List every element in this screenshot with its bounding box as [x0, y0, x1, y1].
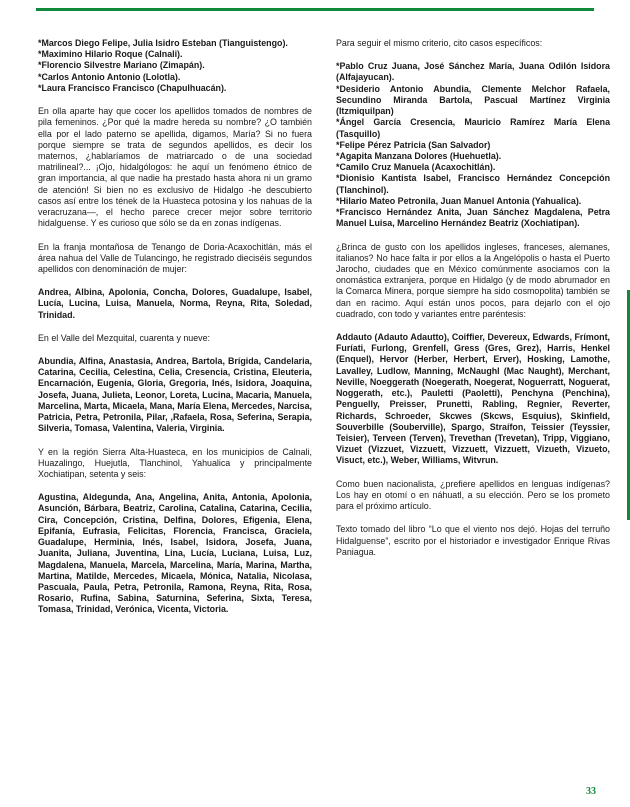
names-paragraph: Addauto (Adauto Adautto), Coiffier, Devereux, Edwards, Frímont, Furíati, Furlong, Grenfell, Gress (Gres, Grez), Harris, Henkel (Enquel), Hervor (Herber, Herbert, Erver), Hosking, Lamothe, Lavalley, Ludlow, Manning, McNaughl (Mac Naught), Merchant, Neville, Noeggerath (Noegerath, Noegerat, Noguerratt, Noguerat, Noggerath, etc.), Pauletti (Paoletti), Penchyna (Penchina), Penguelly, Preisser, Prunetti, Rabling, Regnier, Reverter, Richards, Schroeder, Skcwes (Skcws, Esquius), Skinfield, Souverbille (Souberville), Spargo, Straífon, Teissier (Teyssier, Teisier), Terveen (Terven), Trevethan (Trevetan), Tripp, Viggiano, Vizuet (Vizzuet, Vizzuett, Vizzuett, Vizzuett, Vizueth, Vizueto, Visuct, etc.), Weber, Williams, Witvrun. [336, 332, 610, 466]
cases-list [336, 61, 610, 229]
list-item: *Dionisio Kantista Isabel, Francisco Hernández Concepción (Tlanchinol). [336, 173, 610, 195]
paragraph: Como buen nacionalista, ¿prefiere apellidos en lenguas indígenas? Los hay en otomí o en náhuatl, a su elección. Pero se los prometo para el próximo artículo. [336, 478, 610, 512]
paragraph: Y en la región Sierra Alta-Huasteca, en los municipios de Calnali, Huazalingo, Huejutla, Tlanchinol, Yahualica y principalmente Xochiatipan, setenta y seis: [38, 446, 312, 479]
list-item: *Marcos Diego Felipe, Julia Isidro Esteban (Tianguistengo). [38, 38, 288, 48]
list-item: *Camilo Cruz Manuela (Acaxochitlán). [336, 162, 496, 173]
names-paragraph: Agustina, Aldegunda, Ana, Angelina, Anita, Antonia, Apolonia, Asunción, Bárbara, Beatriz, Carolina, Catalina, Catarina, Cecilia, Cira, Concepción, Cristina, Delfina, Dolores, Efigenia, Elena, Epifanía, Eufrasia, Felicitas, Florencia, Francisca, Graciela, Guadalupe, Herminia, Inés, Isabel, Isidora, Josefa, Juana, Juanita, Juliana, Juventina, Lina, Lucía, Luciana, Luisa, Luz, Magdalena, Manuela, Marcela, Marcelina, María, Marina, Martha, Martina, Matilde, Mercedes, Micaela, Mónica, Natalia, Nicolasa, Pascuala, Paula, Petra, Petronila, Ramona, Reyna, Rita, Rosa, Rosario, Rufina, Sabina, Saturnina, Seferina, Sixta, Teresa, Tomasa, Trinidad, Verónica, Vicenta, Victoria. [38, 492, 312, 615]
list-item: *Laura Francisco Francisco (Chapulhuacán). [38, 82, 227, 93]
left-column [38, 38, 312, 628]
names-list [38, 38, 312, 94]
paragraph: En la franja montañosa de Tenango de Doria-Acaxochitlán, más el área nahua del Valle de Tulancingo, he registrado dieciséis segundos apellidos con denominación de mujer: [38, 241, 312, 274]
list-item: *Carlos Antonio Antonio (Lolotla). [38, 71, 181, 82]
paragraph: En el Valle del Mezquital, cuarenta y nueve: [38, 332, 211, 343]
list-item: *Pablo Cruz Juana, José Sánchez María, Juana Odilón Isidora (Alfajayucan). [336, 61, 610, 83]
names-paragraph: Andrea, Albina, Apolonia, Concha, Dolores, Guadalupe, Isabel, Lucía, Lucina, Luisa, Manuela, Norma, Reyna, Rita, Soledad, Trinidad. [38, 287, 312, 320]
list-item: *Francisco Hernández Anita, Juan Sánchez Magdalena, Petra Manuel Luisa, Marcelino Hernández Beatriz (Xochiatipan). [336, 207, 610, 229]
list-item: *Hilario Mateo Petronila, Juan Manuel Antonia (Yahualica). [336, 195, 582, 206]
names-paragraph: Abundia, Alfina, Anastasia, Andrea, Bartola, Brígida, Candelaria, Catarina, Cecilia, Celestina, Celia, Cresencia, Cristina, Eleuteria, Encarnación, Eugenia, Gloria, Gregoria, Inés, Isidora, Joaquina, Josefa, Juana, Julieta, Leonor, Loreta, Lucina, Macaria, Manuela, Marcelina, Marta, Micaela, Mana, María Elena, Mercedes, Narcisa, Patricia, Petra, Petronila, Pilar, ,Rafaela, Rosa, Seferina, Serapia, Silveria, Tomasa, Valentina, Valeria, Virginia. [38, 356, 312, 434]
list-item: *Maximino Hilario Roque (Calnali). [38, 49, 183, 60]
list-item: *Ángel García Cresencia, Mauricio Ramírez María Elena (Tasquillo) [336, 117, 610, 139]
list-item: *Florencio Silvestre Mariano (Zimapán). [38, 60, 205, 71]
paragraph: En olla aparte hay que cocer los apellidos tomados de nombres de pila femeninos. ¿Por qué la madre hereda su nombre? ¿O también ella por el lado paterno se apellida, digamos, María? Si no fuera porque siempre se trata de segundos apellidos, es decir los maternos, ¿hablaríamos de matriarcado o de una sociedad matrilineal?... ¡Ojo, hidalgólogos: he aquí un fenómeno étnico de gran importancia, al que nadie ha prestado hasta ahora ni un gramo de atención! Si bien no es exclusivo de Hidalgo -he descubierto casos así entre los tének de la Huasteca potosina y los nahuas de la veracruzana—, el hecho parece crecer mejor sobre territorio hidalguense. Y es curioso que sólo se da en zonas indígenas. [38, 106, 312, 229]
paragraph: ¿Brinca de gusto con los apellidos ingleses, franceses, alemanes, italianos? No hace falta ir por ellos a la Angelópolis o hasta el Puerto Jarocho, ciudades que en México comúnmente asociamos con la onomástica extranjera, porque en Hidalgo (y de modo abrumador en la Comarca Minera, porque siempre ha sido cosmopolita) también se dan en racimo. Aquí están unos pocos, para dejarlo con el ojo cuadrado, con todo y variantes entre paréntesis: [336, 241, 610, 319]
paragraph: Para seguir el mismo criterio, cito casos específicos: [336, 38, 543, 48]
list-item: *Felipe Pérez Patricia (San Salvador) [336, 139, 491, 150]
page-number: 33 [586, 786, 596, 797]
list-item: *Desiderio Antonio Abundia, Clemente Melchor Rafaela, Secundino Miranda Bartola, Pascual Martínez Virginia (Itzmiquilpan) [336, 83, 610, 117]
right-column [336, 38, 610, 570]
source-note: Texto tomado del libro “Lo que el viento nos dejó. Hojas del terruño Hidalguense”, escrito por el historiador e investigador Enrique Rivas Paniagua. [336, 524, 610, 557]
top-rule [36, 8, 594, 11]
list-item: *Agapita Manzana Dolores (Huehuetla). [336, 150, 502, 161]
